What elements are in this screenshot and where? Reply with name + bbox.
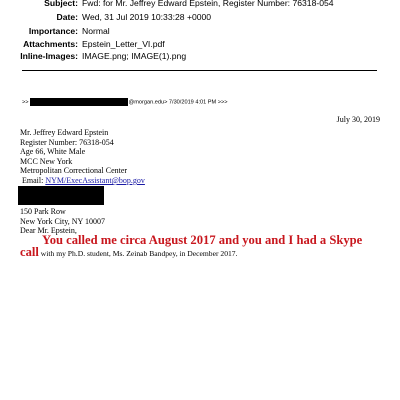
email-label: Email: xyxy=(22,175,44,185)
body-line-1: You called me circa August 2017 and you and I had a Skype xyxy=(42,233,363,247)
subject-value: Fwd: for Mr. Jeffrey Edward Epstein, Register Number: 76318-054 xyxy=(82,0,334,8)
email-link[interactable]: NYM/ExecAssistant@bop.gov xyxy=(45,175,145,185)
email-row xyxy=(20,176,145,186)
attachments-label: Attachments: xyxy=(23,39,78,49)
salutation: Dear Mr. Epstein, xyxy=(20,226,77,236)
forward-prefix: >> xyxy=(22,99,29,106)
attachments-row xyxy=(0,38,400,50)
recipient-line: Age 66, White Male xyxy=(20,147,86,157)
forward-line xyxy=(22,98,228,106)
recipient-line: Register Number: 76318-054 xyxy=(20,137,114,147)
letter-date: July 30, 2019 xyxy=(336,115,380,124)
body-line-2-rest: with my Ph.D. student, Ms. Zeinab Bandpey, in December 2017. xyxy=(38,249,238,258)
attachments-value[interactable]: Epstein_Letter_VI.pdf xyxy=(82,39,165,49)
importance-row xyxy=(0,25,400,37)
header-divider xyxy=(22,70,377,71)
importance-label: Importance: xyxy=(28,26,78,36)
recipient-block xyxy=(20,128,145,186)
letter-body xyxy=(20,233,390,259)
date-row xyxy=(0,11,400,23)
date-label: Date: xyxy=(56,12,78,22)
redaction-block xyxy=(18,186,104,205)
subject-label: Subject: xyxy=(44,0,78,8)
subject-row xyxy=(0,0,400,9)
address-line: New York City, NY 10007 xyxy=(20,216,105,226)
inline-images-value: IMAGE.png; IMAGE(1).png xyxy=(82,51,187,61)
address-block xyxy=(20,207,105,236)
importance-value: Normal xyxy=(82,26,110,36)
recipient-line: Metropolitan Correctional Center xyxy=(20,166,128,176)
recipient-line: Mr. Jeffrey Edward Epstein xyxy=(20,128,109,137)
body-line-2 xyxy=(20,245,390,259)
inline-images-label: Inline-Images: xyxy=(20,51,78,61)
redaction-bar xyxy=(30,98,128,106)
forward-suffix: @morgan.edu> 7/30/2019 4:01 PM >>> xyxy=(128,99,228,106)
recipient-line: MCC New York xyxy=(20,156,73,166)
date-value: Wed, 31 Jul 2019 10:33:28 +0000 xyxy=(82,12,212,22)
address-line: 150 Park Row xyxy=(20,207,66,216)
inline-images-row xyxy=(0,50,400,62)
body-line-2-large: call xyxy=(20,245,39,259)
